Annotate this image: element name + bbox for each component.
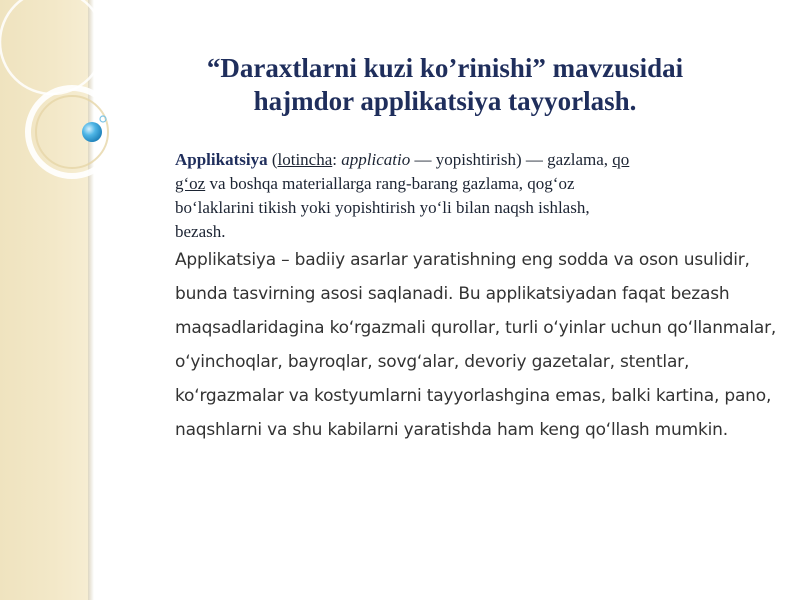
definition-term: Applikatsiya <box>175 150 268 169</box>
blue-bubble-icon <box>82 122 102 142</box>
link-qogoz-part1[interactable]: qo <box>612 150 630 169</box>
decorative-circles <box>0 0 120 200</box>
body-line: maqsadlaridagina ko‘rgazmali qurollar, turli o‘yinlar uchun qo‘llanmalar, <box>175 318 777 338</box>
link-lotincha[interactable]: lotincha <box>277 150 333 169</box>
body-line: ko‘rgazmalar va kostyumlarni tayyorlashgina emas, balki kartina, pano, <box>175 386 772 406</box>
definition-paragraph <box>175 148 720 244</box>
definition-meaning: — yopishtirish) — gazlama, <box>410 150 613 169</box>
slide-title <box>120 52 770 118</box>
definition-line-3: bo‘laklarini tikish yoki yopishtirish yo‘li bilan naqsh ishlash, <box>175 198 590 217</box>
definition-line-2-rest: va boshqa materiallarga rang-barang gazlama, qog‘oz <box>205 174 575 193</box>
link-qogoz-part2[interactable]: g‘oz <box>175 174 206 193</box>
body-line: bunda tasvirning asosi saqlanadi. Bu applikatsiyadan faqat bezash <box>175 284 730 304</box>
colon-text: : <box>332 150 342 169</box>
body-paragraph <box>175 243 777 447</box>
body-line: naqshlarni va shu kabilarni yaratishda ham keng qo‘llash mumkin. <box>175 420 728 440</box>
body-line: o‘yinchoqlar, bayroqlar, sovg‘alar, devoriy gazetalar, stentlar, <box>175 352 690 372</box>
latin-word: applicatio <box>341 150 411 169</box>
title-line-2: hajmdor applikatsiya tayyorlash. <box>253 86 637 116</box>
body-line: Applikatsiya – badiiy asarlar yaratishning eng sodda va oson usulidir, <box>175 250 750 270</box>
definition-line-4: bezash. <box>175 222 226 241</box>
paren-open: ( <box>267 150 278 169</box>
title-line-1: “Daraxtlarni kuzi ko’rinishi” mavzusidai <box>206 53 684 83</box>
